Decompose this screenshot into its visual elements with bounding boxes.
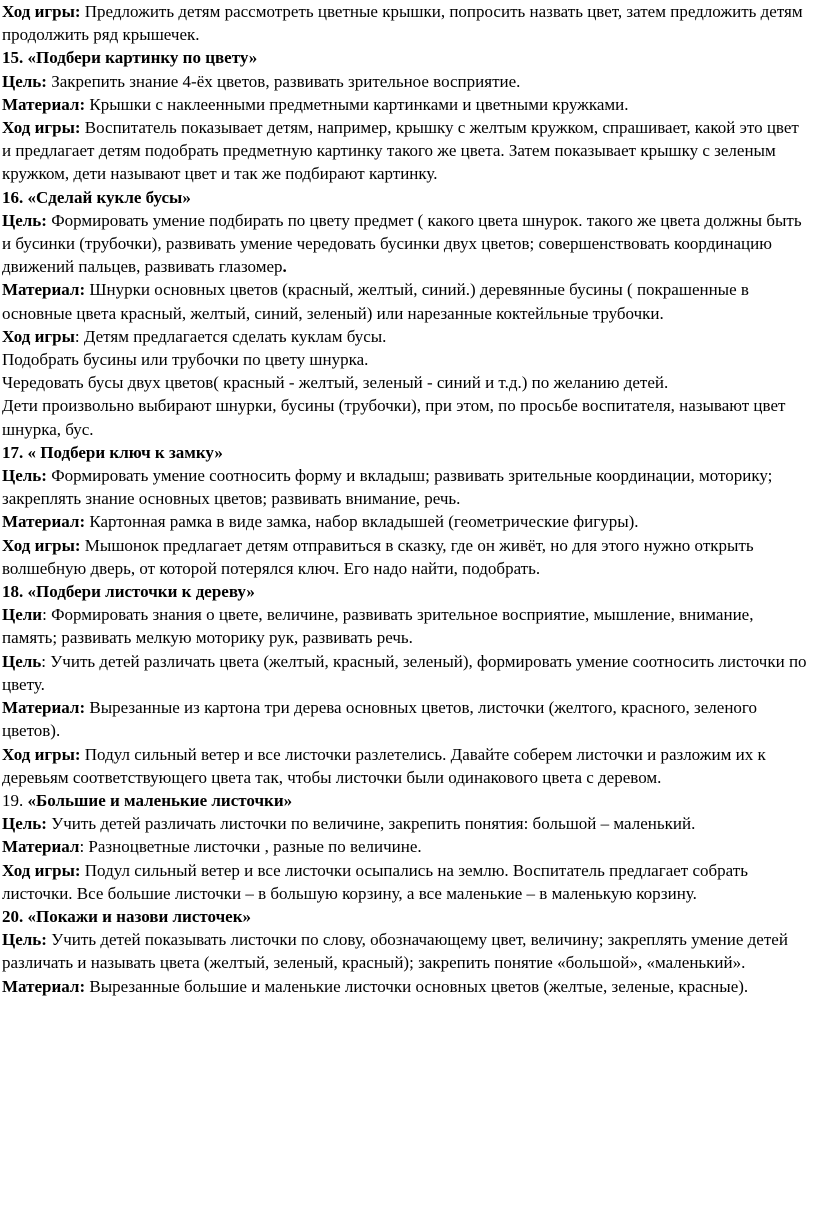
paragraph-text: Шнурки основных цветов (красный, желтый, синий.) деревянные бусины ( покрашенные в основные цвета красный, желтый, синий, зеленый) или нарезанные коктейльные трубочки.	[2, 280, 749, 323]
paragraph	[2, 928, 812, 974]
field-label: Ход игры:	[2, 860, 81, 880]
field-label: Цель:	[2, 210, 47, 230]
field-label: Цель	[2, 651, 42, 671]
field-label: Материал	[2, 837, 80, 857]
paragraph-text: Мышонок предлагает детям отправиться в сказку, где он живёт, но для этого нужно открыть волшебную дверь, от которой потерялся ключ. Его надо найти, подобрать.	[2, 535, 754, 578]
section-heading	[2, 789, 812, 812]
section-number: 19.	[2, 790, 28, 810]
paragraph-text: Закрепить знание 4-ёх цветов, развивать зрительное восприятие.	[46, 71, 521, 91]
paragraph	[2, 0, 812, 46]
paragraph-text: Чередовать бусы двух цветов( красный - желтый, зеленый - синий и т.д.) по желанию детей.	[2, 373, 669, 393]
field-label: Материал:	[2, 512, 86, 532]
field-label: Цель:	[2, 466, 47, 486]
paragraph	[2, 348, 812, 371]
paragraph	[2, 835, 812, 858]
field-label: Цель:	[2, 930, 47, 950]
paragraph	[2, 278, 812, 324]
paragraph	[2, 603, 812, 649]
field-label: Цели	[2, 605, 43, 625]
field-label: Цель:	[2, 71, 47, 91]
paragraph	[2, 394, 812, 440]
field-label: Ход игры:	[2, 118, 81, 138]
paragraph	[2, 209, 812, 279]
section-heading	[2, 905, 812, 928]
paragraph	[2, 534, 812, 580]
field-label: Цель:	[2, 814, 47, 834]
bold-punctuation: .	[282, 257, 287, 277]
section-title: 15. «Подбери картинку по цвету»	[2, 48, 258, 68]
paragraph-text: Вырезанные из картона три дерева основных цветов, листочки (желтого, красного, зеленого цветов).	[2, 698, 757, 741]
field-label: Ход игры:	[2, 2, 81, 21]
field-label: Материал:	[2, 976, 86, 996]
section-heading	[2, 441, 812, 464]
paragraph-text: : Разноцветные листочки , разные по величине.	[79, 837, 422, 857]
paragraph	[2, 70, 812, 93]
section-title: «Большие и маленькие листочки»	[27, 790, 293, 810]
section-title: 20. «Покажи и назови листочек»	[2, 906, 251, 926]
field-label: Ход игры:	[2, 535, 81, 555]
paragraph	[2, 650, 812, 696]
paragraph	[2, 696, 812, 742]
paragraph-text: Подобрать бусины или трубочки по цвету шнурка.	[2, 350, 369, 370]
paragraph	[2, 743, 812, 789]
field-label: Ход игры	[2, 326, 75, 346]
section-heading	[2, 46, 812, 69]
field-label: Ход игры:	[2, 744, 81, 764]
field-label: Материал:	[2, 280, 86, 300]
section-title: 17. « Подбери ключ к замку»	[2, 442, 223, 462]
paragraph	[2, 510, 812, 533]
field-label: Материал:	[2, 698, 86, 718]
paragraph	[2, 371, 812, 394]
section-title: 16. «Сделай кукле бусы»	[2, 187, 191, 207]
paragraph-text: Картонная рамка в виде замка, набор вкладышей (геометрические фигуры).	[85, 512, 639, 532]
paragraph-text: Учить детей различать листочки по величине, закрепить понятия: большой – маленький.	[46, 814, 696, 834]
paragraph-text: Подул сильный ветер и все листочки осыпались на землю. Воспитатель предлагает собрать листочки. Все большие листочки – в большую корзину, а все маленькие – в маленькую корзину.	[2, 860, 748, 903]
paragraph-text: Формировать умение соотносить форму и вкладыш; развивать зрительные координации, моторику; закреплять знание основных цветов; развивать внимание, речь.	[2, 466, 773, 509]
paragraph	[2, 464, 812, 510]
paragraph-text: Подул сильный ветер и все листочки разлетелись. Давайте соберем листочки и разложим их к деревьям соответствующего цвета так, чтобы листочки были одинакового цвета с деревом.	[2, 744, 766, 787]
paragraph	[2, 859, 812, 905]
paragraph-text: Учить детей показывать листочки по слову, обозначающему цвет, величину; закреплять умение детей различать и называть цвета (желтый, зеленый, красный); закрепить понятие «большой», «маленький».	[2, 930, 788, 973]
paragraph-text: : Формировать знания о цвете, величине, развивать зрительное восприятие, мышление, внимание, память; развивать мелкую моторику рук, развивать речь.	[2, 605, 754, 648]
section-heading	[2, 580, 812, 603]
paragraph	[2, 93, 812, 116]
paragraph-text: : Учить детей различать цвета (желтый, красный, зеленый), формировать умение соотносить листочки по цвету.	[2, 651, 807, 694]
paragraph	[2, 812, 812, 835]
paragraph-text: Вырезанные большие и маленькие листочки основных цветов (желтые, зеленые, красные).	[85, 976, 749, 996]
paragraph-text: Дети произвольно выбирают шнурки, бусины (трубочки), при этом, по просьбе воспитателя, называют цвет шнурка, бус.	[2, 396, 786, 439]
paragraph	[2, 325, 812, 348]
field-label: Материал:	[2, 94, 86, 114]
section-title: 18. «Подбери листочки к дереву»	[2, 582, 255, 602]
paragraph-text: Воспитатель показывает детям, например, крышку с желтым кружком, спрашивает, какой это цвет и предлагает детям подобрать предметную картинку такого же цвета. Затем показывает крышку с зеленым кружком, дети называют цвет и так же подбирают картинку.	[2, 118, 799, 184]
paragraph	[2, 116, 812, 186]
paragraph-text: Формировать умение подбирать по цвету предмет ( какого цвета шнурок. такого же цвета должны быть и бусинки (трубочки), развивать умение чередовать бусинки двух цветов; совершенствовать координацию движений пальцев, развивать глазомер	[2, 210, 802, 277]
paragraph	[2, 975, 812, 998]
paragraph-text: Предложить детям рассмотреть цветные крышки, попросить назвать цвет, затем предложить детям продолжить ряд крышечек.	[2, 2, 803, 45]
paragraph-text: Крышки с наклеенными предметными картинками и цветными кружками.	[85, 94, 629, 114]
paragraph-text: : Детям предлагается сделать куклам бусы.	[74, 326, 387, 346]
section-heading	[2, 186, 812, 209]
